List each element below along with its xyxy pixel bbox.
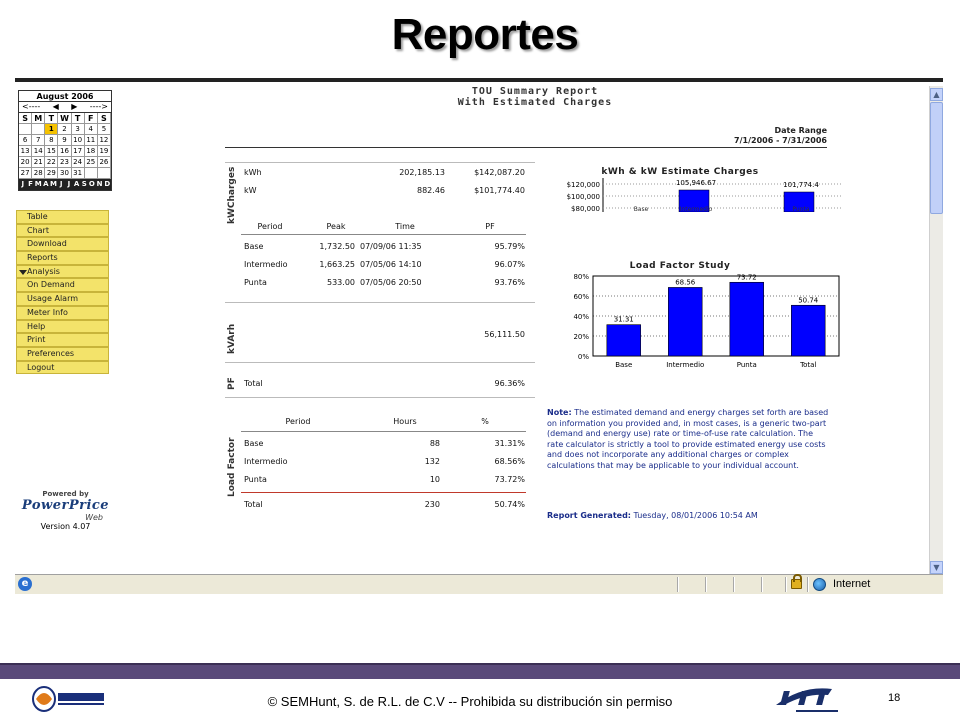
menu-item-label: Help <box>27 321 46 331</box>
security-zone: Internet <box>833 578 871 590</box>
chart2-xtick-label: Intermedio <box>666 361 705 369</box>
calendar-day-header: W <box>58 113 71 124</box>
chart2-bar <box>668 287 702 356</box>
powered-by-label: Powered by <box>42 490 89 498</box>
pf-total-value: 96.36% <box>494 379 525 388</box>
calendar-day[interactable]: 3 <box>72 124 85 135</box>
lf-cell-pct: 31.31% <box>494 439 525 448</box>
calendar-day-header: S <box>19 113 32 124</box>
calendar-day[interactable]: 25 <box>85 157 98 168</box>
ie-page-icon: e <box>18 577 32 591</box>
chart1-ytick-label: $80,000 <box>571 205 600 212</box>
lf-cell-hours: 132 <box>424 457 440 466</box>
chart1-xtick-label: Intermedio <box>679 206 713 212</box>
chart2-data-label: 31.31 <box>613 315 634 324</box>
calendar-day[interactable]: 19 <box>98 146 111 157</box>
peak-cell-period: Punta <box>244 278 267 287</box>
chart2-xtick-label: Total <box>800 361 817 369</box>
calendar-day[interactable]: 13 <box>19 146 32 157</box>
lf-cell-pct: 68.56% <box>494 457 525 466</box>
lf-col-hours: Hours <box>393 417 417 426</box>
calendar-day <box>98 168 111 179</box>
kw-charge: $101,774.40 <box>474 186 525 195</box>
powerprice-logo: PowerPrice <box>21 498 110 513</box>
calendar-day[interactable]: 10 <box>72 135 85 146</box>
calendar-day <box>32 124 45 135</box>
report-subtitle: With Estimated Charges <box>457 97 613 108</box>
calendar-day[interactable]: 9 <box>58 135 71 146</box>
menu-item-label: Download <box>27 239 67 249</box>
calendar-month-link[interactable]: A <box>73 180 80 188</box>
kwh-charge: $142,087.20 <box>474 168 525 177</box>
menu-item-logout[interactable] <box>16 361 109 375</box>
lf-cell-hours: 10 <box>429 475 440 484</box>
scroll-down-icon[interactable]: ▼ <box>930 561 943 574</box>
chart2-title: Load Factor Study <box>629 261 731 271</box>
next-month-button[interactable]: ▶ <box>71 102 78 111</box>
calendar-month-link[interactable]: D <box>104 180 111 188</box>
col-period: Period <box>257 222 283 231</box>
kw-label: kW <box>244 186 257 195</box>
report-screenshot <box>15 78 943 594</box>
menu-item-label: Table <box>27 212 48 221</box>
calendar-day[interactable]: 20 <box>19 157 32 168</box>
calendar-day[interactable]: 29 <box>45 168 58 179</box>
calendar-month-link[interactable]: A <box>43 180 49 188</box>
lf-cell-hours: 88 <box>429 439 440 448</box>
peak-cell-pf: 95.79% <box>494 242 525 251</box>
calendar-grid <box>19 113 111 179</box>
calendar-month-link[interactable]: J <box>21 180 25 188</box>
peak-cell-time: 07/09/06 11:35 <box>360 242 422 251</box>
calendar-day-header: M <box>32 113 45 124</box>
chart1-xtick-label: Punta <box>792 206 810 212</box>
chart2-bar <box>607 325 641 356</box>
menu-item-analysis[interactable] <box>16 265 109 279</box>
report-generated <box>547 511 758 520</box>
copyright: © SEMHunt, S. de R.L. de C.V -- Prohibida su distribución sin permiso <box>267 694 673 709</box>
next-year-button[interactable]: ----> <box>89 102 108 111</box>
calendar-day[interactable]: 11 <box>85 135 98 146</box>
load-factor-chart <box>551 272 841 382</box>
chart2-ytick-label: 60% <box>573 293 589 301</box>
footer-bar <box>0 663 960 679</box>
slide-title: Reportes <box>391 10 579 59</box>
lock-icon <box>791 579 802 589</box>
chart2-ytick-label: 80% <box>573 273 589 281</box>
calendar-month-link[interactable]: O <box>88 180 95 188</box>
calendar-day[interactable]: 23 <box>58 157 71 168</box>
calendar-day[interactable]: 12 <box>98 135 111 146</box>
calendar-day[interactable]: 28 <box>32 168 45 179</box>
chart2-data-label: 50.74 <box>798 296 819 305</box>
expand-arrow-icon <box>19 270 27 275</box>
lf-total-pct: 50.74% <box>494 500 525 509</box>
lf-cell-period: Intermedio <box>244 457 288 466</box>
calendar-month-link[interactable]: S <box>81 180 87 188</box>
calendar-day[interactable]: 6 <box>19 135 32 146</box>
lf-total-label: Total <box>244 500 263 509</box>
peak-cell-time: 07/05/06 14:10 <box>360 260 422 269</box>
lf-cell-pct: 73.72% <box>494 475 525 484</box>
menu-item-label: Preferences <box>27 348 75 358</box>
peak-cell-pf: 93.76% <box>494 278 525 287</box>
calendar-day-header: S <box>98 113 111 124</box>
chart1-ytick-label: $100,000 <box>566 193 600 201</box>
menu-item-table[interactable] <box>16 210 109 224</box>
menu-item-reports[interactable] <box>16 251 109 265</box>
chart2-ytick-label: 20% <box>573 333 589 341</box>
menu-item-label: Analysis <box>27 266 60 276</box>
note-label: Note: <box>547 408 572 417</box>
calendar-day[interactable]: 31 <box>72 168 85 179</box>
calendar-month-link[interactable]: J <box>59 180 63 188</box>
calendar-day[interactable]: 30 <box>58 168 71 179</box>
menu-item-chart[interactable] <box>16 224 109 238</box>
menu-item-label: Print <box>27 335 46 345</box>
pf-total-label: Total <box>244 379 263 388</box>
peak-cell-period: Base <box>244 242 264 251</box>
calendar-month-link[interactable]: M <box>50 180 57 188</box>
chart1-data-label: 105,946.67 <box>675 179 717 187</box>
chart2-data-label: 68.56 <box>675 278 696 287</box>
scroll-up-icon[interactable]: ▲ <box>930 88 943 101</box>
generated-label: Report Generated: <box>547 511 631 520</box>
report-title: TOU Summary Report <box>471 86 599 97</box>
menu-item-label: Reports <box>27 253 58 263</box>
chart2-bar <box>791 305 825 356</box>
menu-item-label: Usage Alarm <box>27 294 79 304</box>
calendar-day[interactable]: 16 <box>58 146 71 157</box>
menu-item-usage-alarm[interactable] <box>16 292 109 306</box>
lf-total-hours: 230 <box>424 500 440 509</box>
calendar-day-header: T <box>45 113 58 124</box>
kw-value: 882.46 <box>417 186 445 195</box>
calendar-day[interactable]: 24 <box>72 157 85 168</box>
peak-cell-pf: 96.07% <box>494 260 525 269</box>
calendar-day[interactable]: 1 <box>45 124 58 135</box>
peak-cell-peak: 1,663.25 <box>319 260 355 269</box>
lf-cell-period: Punta <box>244 475 267 484</box>
page-number: 18 <box>888 692 901 704</box>
calendar-month-link[interactable]: M <box>34 180 42 188</box>
col-time: Time <box>395 222 415 231</box>
chart1-xtick-label: Base <box>633 206 649 212</box>
peak-cell-period: Intermedio <box>244 260 288 269</box>
kwh-label: kWh <box>244 168 262 177</box>
menu-item-on-demand[interactable] <box>16 278 109 292</box>
peak-cell-time: 07/05/06 20:50 <box>360 278 422 287</box>
calendar-month-link[interactable]: N <box>96 180 103 188</box>
calendar-day[interactable]: 21 <box>32 157 45 168</box>
calendar-day-header: F <box>85 113 98 124</box>
calendar-day[interactable]: 8 <box>45 135 58 146</box>
kwh-value: 202,185.13 <box>399 168 445 177</box>
note-text: The estimated demand and energy charges set forth are based on information you provided and, in most cases, is a generic two-part (demand and energy use) rate or time-of-use rate calculation. The rate calculator is strictly a tool to provide estimated energy use costs and does not incorporate any additional charges or complex calculations that may be applicable to your individual account. <box>547 408 829 470</box>
menu-item-preferences[interactable] <box>16 347 109 361</box>
vertical-scrollbar[interactable] <box>929 86 943 576</box>
prev-year-button[interactable]: <---- <box>22 102 41 111</box>
calendar-day <box>19 124 32 135</box>
lf-col-pct: % <box>481 417 489 426</box>
menu-item-label: Meter Info <box>27 307 68 317</box>
date-range <box>691 126 827 146</box>
date-range-label: Date Range <box>774 126 827 135</box>
menu-item-label: Chart <box>27 225 49 235</box>
calendar-day[interactable]: 14 <box>32 146 45 157</box>
peak-cell-peak: 533.00 <box>327 278 355 287</box>
section-label-kwcharges: kWCharges <box>227 166 237 224</box>
calendar <box>18 90 112 191</box>
generated-value: Tuesday, 08/01/2006 10:54 AM <box>633 511 758 520</box>
powerprice-web-label: Web <box>85 513 103 522</box>
calendar-day[interactable]: 18 <box>85 146 98 157</box>
chart1-title: kWh & kW Estimate Charges <box>601 167 759 177</box>
chart2-ytick-label: 0% <box>577 353 589 361</box>
date-range-value: 7/1/2006 - 7/31/2006 <box>734 136 827 145</box>
peak-cell-peak: 1,732.50 <box>319 242 355 251</box>
menu-item-label: On Demand <box>27 280 75 290</box>
calendar-day[interactable]: 5 <box>98 124 111 135</box>
col-peak: Peak <box>326 222 346 231</box>
chart2-ytick-label: 40% <box>573 313 589 321</box>
calendar-day-header: T <box>72 113 85 124</box>
chart2-xtick-label: Base <box>615 361 633 369</box>
calendar-nav <box>19 102 111 113</box>
chart2-bar <box>730 282 764 356</box>
menu-item-print[interactable] <box>16 333 109 347</box>
scroll-thumb[interactable] <box>930 102 943 214</box>
calendar-day[interactable]: 15 <box>45 146 58 157</box>
calendar-day[interactable]: 2 <box>58 124 71 135</box>
calendar-day[interactable]: 17 <box>72 146 85 157</box>
menu-item-download[interactable] <box>16 237 109 251</box>
calendar-day[interactable]: 4 <box>85 124 98 135</box>
calendar-months <box>19 179 111 190</box>
chart1-ytick-label: $120,000 <box>566 181 600 189</box>
side-menu <box>16 210 109 374</box>
chart2-xtick-label: Punta <box>736 361 757 369</box>
lf-col-period: Period <box>285 417 311 426</box>
version-label: Version 4.07 <box>40 522 91 531</box>
calendar-month: August 2006 <box>19 91 111 102</box>
col-pf: PF <box>485 222 495 231</box>
chart1-data-label: 101,774.4 <box>783 181 819 189</box>
menu-item-meter-info[interactable] <box>16 306 109 320</box>
disclaimer-note <box>547 408 831 471</box>
calendar-day <box>85 168 98 179</box>
section-label-load-factor: Load Factor <box>227 437 237 497</box>
browser-status-bar <box>15 574 943 594</box>
prev-month-button[interactable]: ◀ <box>52 102 59 111</box>
calendar-day[interactable]: 22 <box>45 157 58 168</box>
hunt-power-logo <box>772 683 862 717</box>
lf-cell-period: Base <box>244 439 264 448</box>
calendar-month-link[interactable]: F <box>28 180 33 188</box>
menu-item-label: Logout <box>27 362 55 372</box>
calendar-day[interactable]: 7 <box>32 135 45 146</box>
calendar-day[interactable]: 26 <box>98 157 111 168</box>
chart2-data-label: 73.72 <box>736 273 757 282</box>
powered-by-logo <box>18 490 113 531</box>
section-label-pf: PF <box>227 377 237 390</box>
menu-item-help[interactable] <box>16 320 109 334</box>
section-label-kvarh: kVArh <box>227 323 237 354</box>
estimate-charges-chart <box>551 178 841 212</box>
kvarh-value: 56,111.50 <box>484 330 525 339</box>
report-header <box>395 86 675 108</box>
calendar-day[interactable]: 27 <box>19 168 32 179</box>
calendar-month-link[interactable]: J <box>67 180 71 188</box>
globe-icon <box>813 578 826 591</box>
